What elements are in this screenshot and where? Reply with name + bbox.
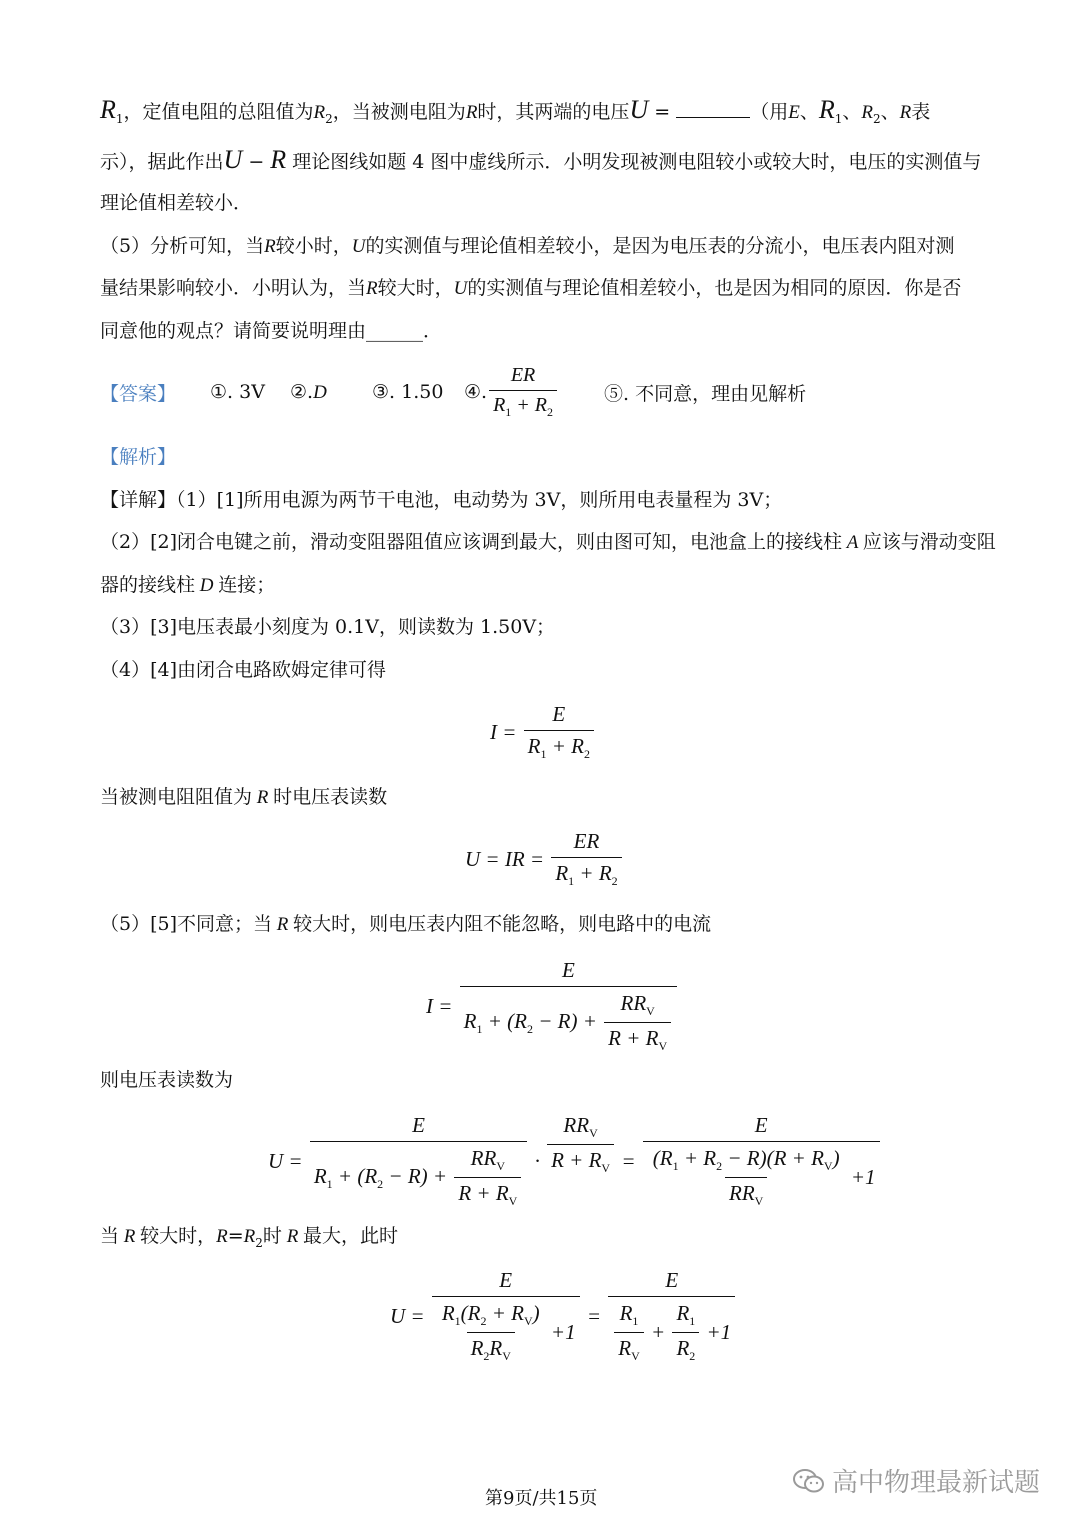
detail-p2-line-2: 器的接线柱 D 连接； bbox=[100, 574, 276, 596]
page-number: 第9页/共15页 bbox=[485, 1488, 598, 1509]
equation-voltage-max: U = E $\frac{R_1(R_2 + R_V)}{R_2R_V}$ +1 = E $\frac{R_1}{R_V}$ + $\frac{R_1}{R_2}$ +1 bbox=[390, 1268, 737, 1364]
q4-line-3: 理论值相差较小． bbox=[100, 192, 253, 214]
analysis-label: 【解析】 bbox=[100, 446, 177, 468]
detail-p6: （5）[5]不同意；当 R 较大时，则电压表内阻不能忽略，则电路中的电流 bbox=[100, 913, 712, 935]
detail-p5: 当被测电阻阻值为 R 时电压表读数 bbox=[100, 786, 388, 808]
q4-line-1: $R_1$，定值电阻的总阻值为$R_2$，当被测电阻为R时，其两端的电压U = （用E、$R_1$、$R_2$、R表 bbox=[100, 95, 931, 126]
q5-line-3: 同意他的观点？请简要说明理由______． bbox=[100, 320, 443, 342]
detail-p1: 【详解】（1）[1]所用电源为两节干电池，电动势为 3V，则所用电表量程为 3V； bbox=[100, 489, 783, 511]
detail-p4: （4）[4]由闭合电路欧姆定律可得 bbox=[100, 659, 387, 681]
q4-line-2: 示），据此作出U − R 理论图线如题 4 图中虚线所示．小明发现被测电阻较小或较大时，电压的实测值与 bbox=[100, 145, 982, 174]
equation-voltage: U = IR = $\frac{ER}{R_1 + R_2}$ bbox=[465, 829, 624, 889]
answer-label: 【答案】 bbox=[100, 382, 177, 405]
answer-1: ①. 3V bbox=[210, 381, 265, 403]
equation-current: I = $\frac{E}{R_1 + R_2}$ bbox=[490, 702, 596, 762]
answer-4-fraction: $\frac{ER}{R_1 + R_2}$ bbox=[489, 364, 557, 420]
wechat-icon bbox=[792, 1467, 826, 1495]
detail-p3: （3）[3]电压表最小刻度为 0.1V，则读数为 1.50V； bbox=[100, 616, 556, 638]
detail-p2-line-1: （2）[2]闭合电键之前，滑动变阻器阻值应该调到最大，则由图可知，电池盒上的接线柱 A 应该与滑动变阻 bbox=[100, 531, 996, 553]
answer-3: ③. 1.50 bbox=[372, 381, 444, 403]
q5-line-2: 量结果影响较小．小明认为，当R较大时，U的实测值与理论值相差较小，也是因为相同的原因．你是否 bbox=[100, 277, 962, 299]
equation-current-with-meter: I = E $R_1 + (R_2 - R)$ + $\frac{RR_V}{R + R_V}$ bbox=[426, 958, 679, 1054]
answer-5: ⑤. 不同意，理由见解析 bbox=[604, 382, 807, 405]
q5-line-1: （5）分析可知，当R较小时，U的实测值与理论值相差较小，是因为电压表的分流小，电压表内阻对测 bbox=[100, 235, 955, 257]
equation-voltage-with-meter: U = E $R_1 + (R_2 - R)$ + $\frac{RR_V}{R + R_V}$ · $\frac{RR_V}{R + R_V}$ = E $\frac{(R_1 + R_2 - R)(R + R_V)}{RR_V}$ +1 bbox=[268, 1113, 882, 1209]
watermark: 高中物理最新试题 bbox=[792, 1462, 1040, 1499]
answer-4: ④. $\frac{ER}{R_1 + R_2}$ bbox=[464, 364, 604, 420]
answer-2: ②.D bbox=[290, 380, 327, 403]
detail-p7: 则电压表读数为 bbox=[100, 1069, 234, 1091]
answer-row bbox=[100, 364, 806, 420]
detail-p8: 当 R 较大时，$R=R_2$时 R 最大，此时 bbox=[100, 1225, 399, 1250]
answer-blank bbox=[676, 99, 750, 118]
